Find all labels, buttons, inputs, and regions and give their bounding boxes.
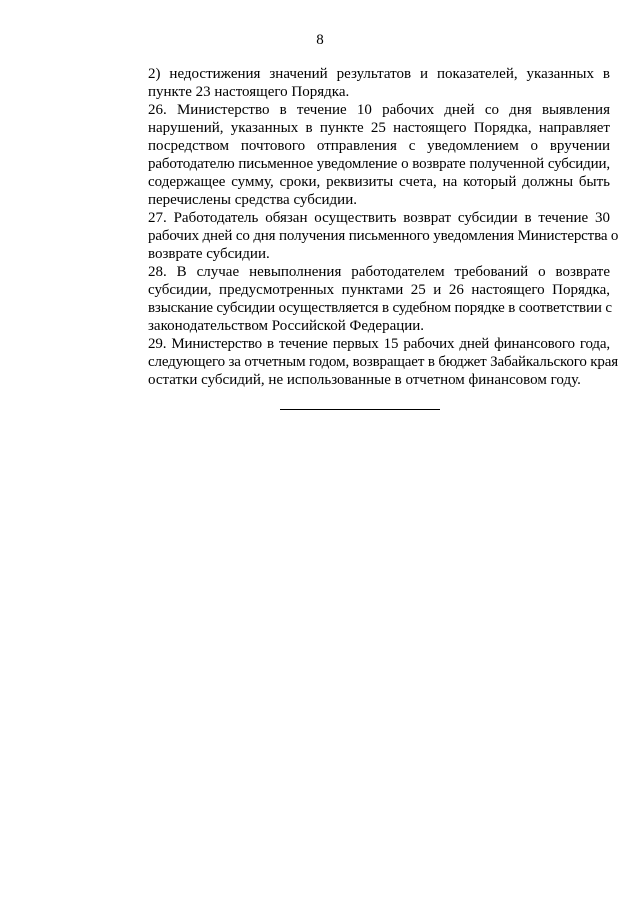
paragraph-29 — [112, 335, 619, 389]
text-line: 28. В случае невыполнения работодателем требований о возврате — [148, 264, 610, 280]
text-line: взыскание субсидии осуществляется в судебном порядке в соответствии с — [148, 300, 612, 316]
text-line: законодательством Российской Федерации. — [148, 318, 425, 334]
text-line: следующего за отчетным годом, возвращает в бюджет Забайкальского края — [148, 354, 619, 370]
text-line: возврате субсидии. — [148, 246, 270, 262]
text-line: пункте 23 настоящего Порядка. — [148, 84, 350, 100]
text-line: рабочих дней со дня получения письменного уведомления Министерства о — [148, 228, 619, 244]
paragraph-27 — [112, 209, 619, 263]
page-number: 8 — [316, 32, 324, 48]
text-line: остатки субсидий, не использованные в отчетном финансовом году. — [148, 372, 581, 388]
end-divider — [280, 409, 440, 410]
text-line: нарушений, указанных в пункте 25 настоящего Порядка, направляет — [148, 120, 610, 136]
paragraph-26 — [112, 101, 610, 209]
text-line: содержащее сумму, сроки, реквизиты счета, на который должны быть — [148, 174, 610, 190]
text-line: субсидии, предусмотренных пунктами 25 и 26 настоящего Порядка, — [148, 282, 610, 298]
document-body — [112, 65, 619, 389]
paragraph-28 — [112, 263, 610, 335]
text-line: 27. Работодатель обязан осуществить возврат субсидии в течение 30 — [148, 210, 610, 226]
text-line: 2) недостижения значений результатов и показателей, указанных в — [148, 66, 610, 82]
text-line: 29. Министерство в течение первых 15 рабочих дней финансового года, — [148, 336, 610, 352]
text-line: 26. Министерство в течение 10 рабочих дней со дня выявления — [148, 102, 610, 118]
text-line: работодателю письменное уведомление о возврате полученной субсидии, — [148, 156, 610, 172]
paragraph-item-2 — [112, 65, 610, 101]
text-line: перечислены средства субсидии. — [148, 192, 357, 208]
text-line: посредством почтового отправления с уведомлением о вручении — [148, 138, 610, 154]
